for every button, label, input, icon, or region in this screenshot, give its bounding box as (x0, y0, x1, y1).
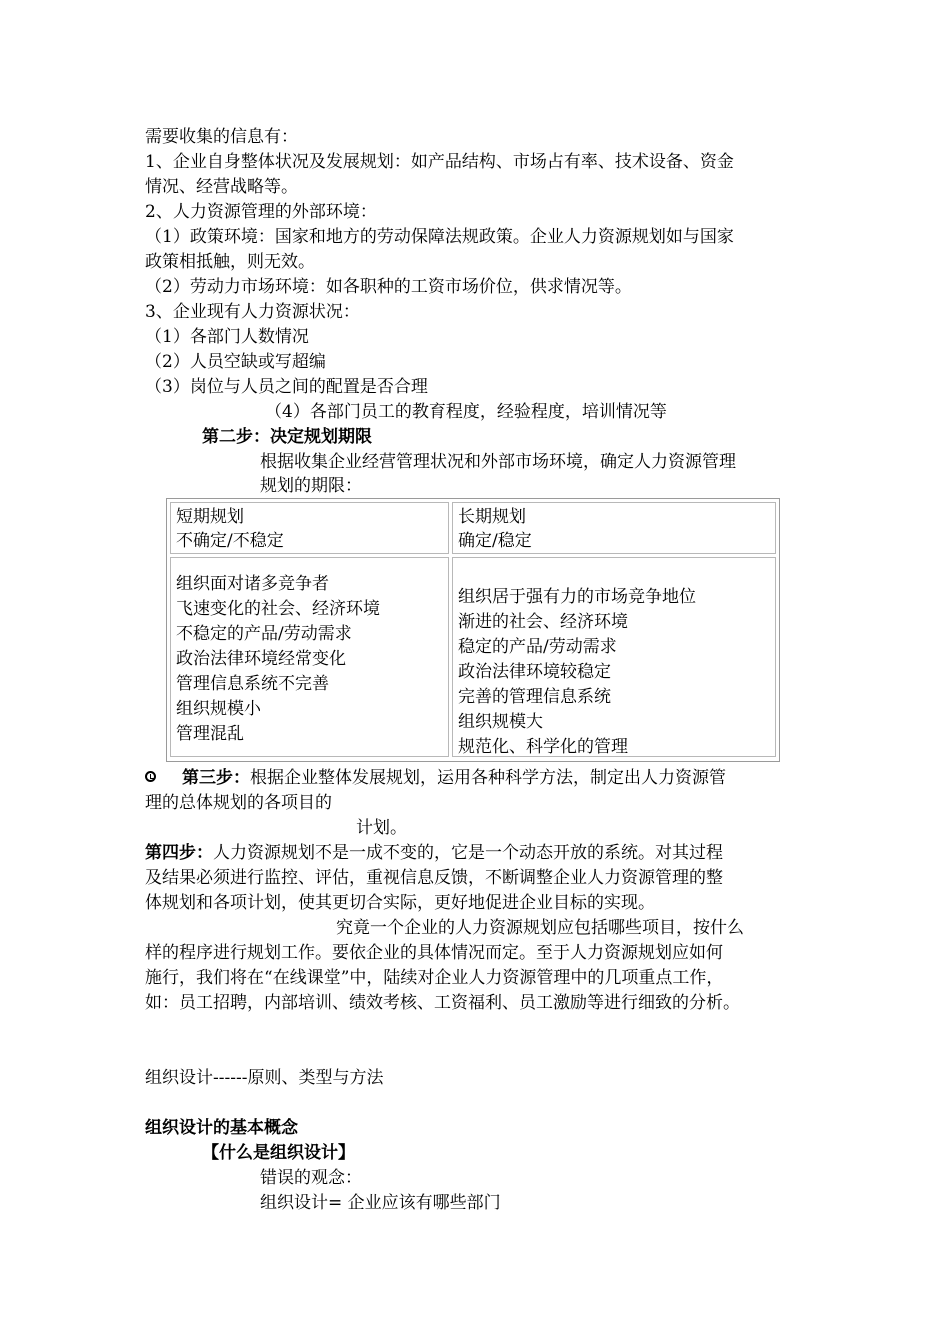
short-term-title: 短期规划 (176, 507, 244, 527)
short-term-items-cell (170, 557, 449, 757)
step3-text: 根据企业整体发展规划，运用各种科学方法，制定出人力资源管 (250, 768, 726, 788)
intro-line: 1、企业自身整体状况及发展规划：如产品结构、市场占有率、技术设备、资金 (145, 152, 734, 172)
step3-text: 计划。 (356, 818, 407, 838)
section-title: 组织设计------原则、类型与方法 (145, 1068, 384, 1088)
list-item: 组织规模小 (176, 699, 261, 719)
step4-label: 第四步： (145, 843, 213, 863)
step2-text: 根据收集企业经营管理状况和外部市场环境，确定人力资源管理 (260, 452, 736, 472)
intro-line: （2）劳动力市场环境：如各职种的工资市场价位，供求情况等。 (145, 277, 632, 297)
step4-text: 体规划和各项计划，使其更切合实际，更好地促进企业目标的实现。 (145, 893, 655, 913)
section-heading: 组织设计的基本概念 (145, 1118, 298, 1138)
intro-line: （1）政策环境：国家和地方的劳动保障法规政策。企业人力资源规划如与国家 (145, 227, 734, 247)
list-item: 政治法律环境较稳定 (458, 662, 611, 682)
planning-period-table (166, 498, 780, 762)
intro-line: 政策相抵触，则无效。 (145, 252, 315, 272)
closing-text: 样的程序进行规划工作。要依企业的具体情况而定。至于人力资源规划应如何 (145, 943, 723, 963)
intro-line: 情况、经营战略等。 (145, 177, 298, 197)
list-item: 不稳定的产品/劳动需求 (176, 624, 352, 644)
step4-text: 人力资源规划不是一成不变的，它是一个动态开放的系统。对其过程 (213, 843, 723, 863)
list-item: 组织面对诸多竞争者 (176, 574, 329, 594)
intro-line: 2、人力资源管理的外部环境： (145, 202, 377, 222)
clock-icon (145, 771, 156, 782)
section-text: 组织设计= 企业应该有哪些部门 (260, 1193, 501, 1213)
list-item: 完善的管理信息系统 (458, 687, 611, 707)
list-item: 规范化、科学化的管理 (458, 737, 628, 757)
step4-text: 及结果必须进行监控、评估，重视信息反馈，不断调整企业人力资源管理的整 (145, 868, 723, 888)
list-item: 稳定的产品/劳动需求 (458, 637, 617, 657)
list-item: 政治法律环境经常变化 (176, 649, 346, 669)
intro-line: （1）各部门人数情况 (145, 327, 309, 347)
section-text: 错误的观念： (260, 1168, 362, 1188)
list-item: 组织规模大 (458, 712, 543, 732)
list-item: 渐进的社会、经济环境 (458, 612, 628, 632)
long-term-header-cell (452, 502, 776, 554)
closing-text: 究竟一个企业的人力资源规划应包括哪些项目，按什么 (336, 918, 744, 938)
long-term-items-cell (452, 557, 776, 757)
step3-line (182, 766, 726, 790)
intro-line: （4）各部门员工的教育程度，经验程度，培训情况等 (265, 402, 667, 422)
step3-label: 第三步： (182, 768, 250, 788)
step2-text: 规划的期限： (260, 476, 362, 496)
short-term-header-cell (170, 502, 449, 554)
list-item: 管理信息系统不完善 (176, 674, 329, 694)
long-term-title: 长期规划 (458, 507, 526, 527)
list-item: 管理混乱 (176, 724, 244, 744)
list-item: 组织居于强有力的市场竞争地位 (458, 587, 696, 607)
closing-text: 施行，我们将在“在线课堂”中，陆续对企业人力资源管理中的几项重点工作， (145, 968, 724, 988)
intro-line: 需要收集的信息有： (145, 127, 298, 147)
intro-line: （3）岗位与人员之间的配置是否合理 (145, 377, 428, 397)
closing-text: 如：员工招聘，内部培训、绩效考核、工资福利、员工激励等进行细致的分析。 (145, 993, 740, 1013)
step4-line (145, 841, 723, 865)
list-item: 飞速变化的社会、经济环境 (176, 599, 380, 619)
intro-line: （2）人员空缺或写超编 (145, 352, 326, 372)
step2-title: 第二步：决定规划期限 (202, 427, 372, 447)
section-subheading: 【什么是组织设计】 (202, 1143, 355, 1163)
long-term-subtitle: 确定/稳定 (458, 531, 532, 551)
step3-text: 理的总体规划的各项目的 (145, 793, 332, 813)
short-term-subtitle: 不确定/不稳定 (176, 531, 284, 551)
intro-line: 3、企业现有人力资源状况： (145, 302, 360, 322)
